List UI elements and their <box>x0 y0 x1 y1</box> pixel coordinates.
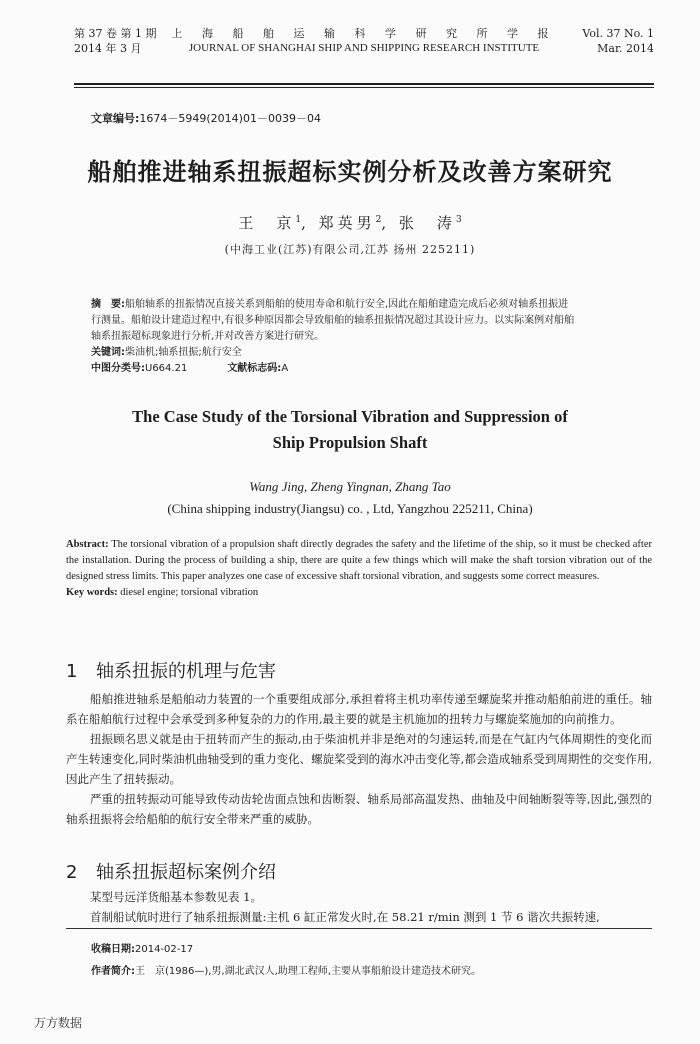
section-number: 2 <box>66 862 78 883</box>
author-sup: 3 <box>455 215 462 225</box>
article-number-label: 文章编号: <box>91 112 140 125</box>
journal-name-cn: 上 海 船 舶 运 输 科 学 研 究 所 学 报 <box>171 27 557 40</box>
clc-value: U664.21 <box>145 363 188 374</box>
doc-code-value: A <box>281 363 289 374</box>
journal-header <box>74 26 654 88</box>
article-number-value: 1674－5949(2014)01－0039－04 <box>139 112 321 125</box>
paragraph: 扭振顾名思义就是由于扭转而产生的振动,由于柴油机并非是绝对的匀速运转,而是在气缸内气体周期性的变化而产生转速变化,同时柴油机曲轴受到的重力变化、螺旋桨受到的海水冲击变化等,都会造成轴系受到周期性的交变作用,因此产生了扭转振动。 <box>66 732 652 786</box>
abstract-line: 行测量。船舶设计建造过程中,有很多种原因都会导致船舶的轴系扭振情况超过其设计应力。以实际案例对船舶 <box>91 315 575 326</box>
authors-cn: 王 京$^1$, 郑英男$^2$, 张 涛$^3$ <box>238 214 462 232</box>
footnote-author-bio <box>91 962 481 977</box>
authors-en: Wang Jing, Zheng Yingnan, Zhang Tao <box>249 479 451 494</box>
affiliation-cn: (中海工业(江苏)有限公司,江苏 扬州 225211) <box>224 243 476 256</box>
abstract-en <box>66 537 652 601</box>
author-name: 张 涛 <box>398 214 456 232</box>
section-heading-1 <box>66 657 276 683</box>
section-2-body <box>66 887 652 927</box>
abstract-cn <box>91 297 651 377</box>
abstract-line: 轴系扭振超标现象进行分析,并对改善方案进行研究。 <box>91 331 325 342</box>
title-en-line2: Ship Propulsion Shaft <box>272 433 428 452</box>
keywords-en-text: diesel engine; torsional vibration <box>120 587 259 598</box>
keywords-cn: 关键词:柴油机;轴系扭振;航行安全 <box>91 347 242 358</box>
section-heading-2 <box>66 858 276 884</box>
keywords-label: 关键词: <box>91 347 125 358</box>
author-name: 郑英男 <box>318 214 376 232</box>
article-number <box>91 110 321 126</box>
title-en <box>0 404 700 456</box>
affiliation-en: (China shipping industry(Jiangsu) co. , Ltd, Yangzhou 225211, China) <box>167 501 533 516</box>
volume-issue-cn: 第 37 卷 第 1 期 <box>74 27 157 40</box>
date-cn: 2014 年 3 月 <box>74 42 142 55</box>
received-label: 收稿日期: <box>91 944 135 955</box>
volume-issue-en: Vol. 37 No. 1 <box>582 27 654 40</box>
abstract-line: 摘 要:船舶轴系的扭振情况直接关系到船舶的使用寿命和航行安全,因此在船舶建造完成后必须对轴系扭振进 <box>91 299 569 310</box>
header-rule-thick <box>74 83 654 85</box>
paragraph: 首制船试航时进行了轴系扭振测量:主机 6 缸正常发火时,在 58.21 r/min 测到 1 节 6 谐次共振转速, <box>90 910 600 924</box>
header-center <box>74 26 654 56</box>
footnote-rule <box>66 928 652 929</box>
abstract-en-label: Abstract: <box>66 539 109 550</box>
section-number: 1 <box>66 661 78 682</box>
clc-label: 中图分类号: <box>91 363 145 374</box>
abstract-en-body <box>66 537 652 585</box>
classification-row <box>91 361 651 377</box>
title-en-line1: The Case Study of the Torsional Vibration and Suppression of <box>132 407 568 426</box>
received-date: 2014-02-17 <box>135 944 194 955</box>
keywords-en <box>66 585 652 601</box>
section-title: 轴系扭振的机理与危害 <box>96 661 276 682</box>
abstract-en-text: The torsional vibration of a propulsion shaft directly degrades the safety and the lifetime of the ship, so it must be checked after the installation. During the process of building a ship, there are quite a few things which will make the shaft torsion vibration out of the designed stress limits. This paper analyzes one case of excessive shaft torsional vibration, and suggests some correct measures. <box>66 539 653 582</box>
author-bio-text: 王 京(1986—),男,湖北武汉人,助理工程师,主要从事船舶设计建造技术研究。 <box>135 966 481 977</box>
keywords-en-label: Key words: <box>66 587 118 598</box>
footnote-received <box>91 940 193 955</box>
date-en: Mar. 2014 <box>597 42 654 55</box>
title-cn: 船舶推进轴系扭振超标实例分析及改善方案研究 <box>87 158 613 186</box>
paragraph: 严重的扭转振动可能导致传动齿轮齿面点蚀和齿断裂、轴系局部高温发热、曲轴及中间轴断裂等等,因此,强烈的轴系扭振将会给船舶的航行安全带来严重的威胁。 <box>66 792 652 826</box>
watermark: 万方数据 <box>34 1016 83 1030</box>
author-name: 王 京 <box>238 214 296 232</box>
author-bio-label: 作者简介: <box>91 966 135 977</box>
paragraph: 某型号远洋货船基本参数见表 1。 <box>90 890 262 904</box>
abstract-label: 摘 要: <box>91 299 125 310</box>
header-rule-thin <box>74 87 654 88</box>
header-right <box>582 26 654 56</box>
paragraph: 船舶推进轴系是船舶动力装置的一个重要组成部分,承担着将主机功率传递至螺旋桨并推动船舶前进的重任。轴系在船舶航行过程中会承受到多种复杂的力的作用,最主要的就是主机施加的扭转力与螺旋桨施加的向前推力。 <box>66 692 652 726</box>
section-1-body <box>66 689 652 829</box>
doc-code-label: 文献标志码: <box>227 363 282 374</box>
author-sup: 2 <box>375 215 382 225</box>
author-sup: 1 <box>295 215 302 225</box>
section-title: 轴系扭振超标案例介绍 <box>96 862 276 883</box>
journal-name-en: JOURNAL OF SHANGHAI SHIP AND SHIPPING RESEARCH INSTITUTE <box>188 42 540 54</box>
